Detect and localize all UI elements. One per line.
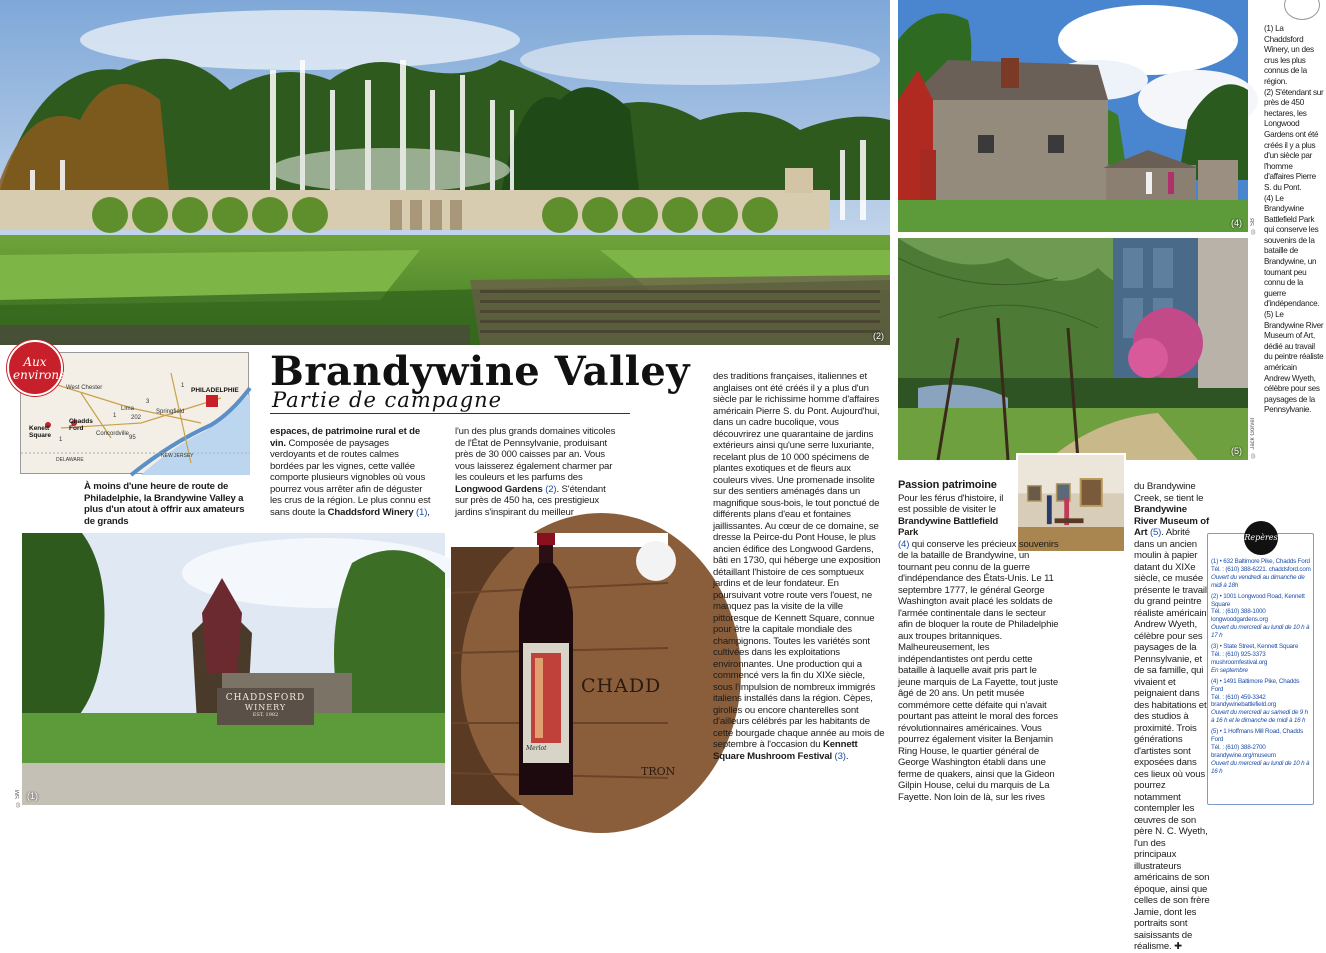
text-column-4 bbox=[713, 371, 885, 762]
item-phone: Tél. : (610) 925-3373 bbox=[1211, 650, 1266, 658]
reperes-item bbox=[1211, 558, 1312, 590]
col4-text: des traditions françaises, italiennes et anglaises ont été créés il y a plus d'un siècle par le richissime homme d'affaires américain Pierre S. du Pont. Aujourd'hui, dans un cadre bucolique, vous découvrirez une quarantaine de jardins extérieurs ainsi qu'une serre luxuriante, recelant plus de 10 000 spécimens de plantes exotiques et de fleurs aux couleurs vives. Une promenade insolite sur des sentiers aménagés dans un magnifique sous-bois, le tout ponctué de différents plans d'eau et fontaines jaillissantes. Au cœur de ce domaine, se dresse la Peirce-du Pont House, le plus ancien édifice des Longwood Gardens, bâti en 1730, qui héberge une exposition détaillant l'histoire de ces somptueux jardins et de leur fondateur. En poursuivant votre route vers l'ouest, ne manquez pas la visite de la ville pittoresque de Kennett Square, connue pour être la capitale mondiale des champignons. Toutes les variétés sont cultivées dans les exploitations environnantes. Une production qui a commencé vers la fin du XIXe siècle, sous l'impulsion de nombreux immigrés italiens installés dans la région. Cèpes, girolles ou encore chanterelles sont d'ailleurs célébrés par les habitants de cette bourgade chaque année au mois de septembre à l'occasion du bbox=[713, 371, 885, 750]
item-address: 1491 Baltimore Pike, Chadds Ford bbox=[1211, 677, 1300, 693]
item-hours: Ouvert du mercredi au samedi de 9 h à 16 h et le dimanche de midi à 16 h bbox=[1211, 709, 1308, 725]
item-phone: Tél. : (610) 459-3342 bbox=[1211, 693, 1266, 701]
caption-1: (1) La Chaddsford Winery, un des crus les plus connus de la région. bbox=[1264, 24, 1314, 86]
badge-text: Aux environs bbox=[13, 355, 66, 382]
punct: . bbox=[845, 750, 849, 762]
winery-sign-name: CHADDSFORD bbox=[225, 693, 306, 703]
photo-river-museum bbox=[898, 238, 1248, 460]
item-number: (1) • bbox=[1211, 558, 1222, 565]
winery-sign-est: EST. 1982 bbox=[252, 712, 279, 718]
item-website[interactable]: longwoodgardens.org bbox=[1211, 616, 1268, 624]
intro-lead bbox=[84, 481, 254, 527]
reperes-badge bbox=[1244, 521, 1278, 555]
item-hours: En septembre bbox=[1211, 666, 1248, 674]
item-number: (2) • bbox=[1211, 592, 1222, 600]
barrel-stamp: CHADD bbox=[581, 675, 662, 697]
item-address: 632 Baltimore Pike, Chadds Ford bbox=[1223, 558, 1310, 565]
bottle-label: Merlot bbox=[526, 745, 547, 752]
barrel-stamp-partial: TRON bbox=[641, 765, 676, 778]
reperes-item bbox=[1211, 643, 1312, 675]
end-mark: ✚ bbox=[1174, 941, 1182, 952]
punct: , bbox=[427, 506, 430, 518]
item-number: (5) • bbox=[1211, 728, 1222, 736]
road-number: 1 bbox=[181, 383, 185, 389]
map-label: NEW JERSEY bbox=[161, 453, 194, 459]
item-website[interactable]: mushroomfestival.org bbox=[1211, 658, 1268, 666]
text-column-3 bbox=[455, 426, 619, 518]
winery-sign-sub: WINERY bbox=[244, 703, 287, 712]
title-rule bbox=[270, 413, 630, 414]
item-website[interactable]: brandywinebattlefield.org bbox=[1211, 701, 1277, 709]
ref-number: (2) bbox=[545, 483, 557, 495]
photo-credit: © SM bbox=[15, 790, 21, 807]
reperes-list bbox=[1211, 558, 1312, 779]
reperes-item bbox=[1211, 728, 1312, 775]
reperes-title: Repères bbox=[1244, 533, 1278, 542]
road-number: 1 bbox=[59, 437, 63, 443]
photo-number: (2) bbox=[873, 331, 884, 341]
item-phone: Tél. : (610) 388-6221. chaddsford.com bbox=[1211, 565, 1311, 573]
road-number: 95 bbox=[129, 435, 136, 441]
photo-number: (1) bbox=[27, 791, 38, 801]
ref-number: (3) bbox=[834, 750, 846, 762]
text-column-2 bbox=[270, 426, 434, 518]
reperes-item bbox=[1211, 593, 1312, 640]
caption-2: (2) S'étendant sur près de 450 hectares, les Longwood Gardens ont été créés il y a plus d'un siècle par l'homme d'affaires Pierre S. du Pont. bbox=[1264, 87, 1324, 192]
item-phone: Tél. : (610) 388-2700 bbox=[1211, 743, 1266, 751]
map-label: Concordville bbox=[96, 431, 130, 437]
item-hours: Ouvert du mercredi au lundi de 10 h à 16 h bbox=[1211, 759, 1310, 775]
item-address: State Street, Kennett Square bbox=[1223, 643, 1299, 651]
item-number: (3) • bbox=[1211, 643, 1222, 651]
photo-battlefield-house bbox=[898, 0, 1248, 232]
item-hours: Ouvert du vendredi au dimanche de midi à 18h bbox=[1211, 573, 1305, 589]
intro-lead-text: À moins d'une heure de route de Philadelphie, la Brandywine Valley a plus d'un atout à offrir aux amateurs de grands bbox=[84, 481, 245, 527]
col6-text-b: . Abrité dans un ancien moulin à papier datant du XIXe siècle, ce musée présente le travail du grand peintre réaliste américain Andrew Wyeth, célèbre pour ses paysages de la Pennsylvanie, et de sa famille, qui vivaient et peignaient dans des habitations et des studios à proximité. Trois générations d'artistes sont exposées dans ces lieux où vous pourrez notamment contempler les œuvres de son père N. C. Wyeth, l'un des principaux illustrateurs américains de son époque, ainsi que celles de son frère Jamie, dont les portraits sont saisissants de réalisme. bbox=[1134, 527, 1210, 952]
col5-text-b: qui conserve les précieux souvenirs de la bataille de Brandywine, un tournant peu connu de la guerre d'indépendance des États-Unis. Le 11 septembre 1777, le général George Washington avait placé les soldats de l'armée continentale dans le secteur afin de bloquer la route de Philadelphie aux troupes britanniques. Malheureusement, les indépendantistes ont perdu cette bataille à laquelle avait pris part le jeune marquis de La Fayette, tout juste âgé de 20 ans. Un petit musée commémore cette défaite qui n'avait pourtant pas atteint le moral des forces révolutionnaires américaines. Vous pourrez également visiter la Benjamin Ring House, le quartier général de George Washington établi dans une ferme de quakers, ainsi que la Gideon Gilpin House, celui du marquis de La Fayette. Non loin de là, sur les rives bbox=[898, 538, 1059, 803]
map-label: Chadds Ford bbox=[69, 418, 93, 432]
photo-wine-barrel bbox=[451, 533, 676, 805]
map-label: Lima bbox=[121, 406, 135, 412]
photo-credit: © Jack Gorvel bbox=[1250, 418, 1256, 458]
battlefield-park-ref: Brandywine Battlefield Park bbox=[898, 515, 999, 538]
winery-sign bbox=[219, 690, 312, 723]
col3-text-b: . S'étendant sur près de 450 ha, ces prestigieux jardins s'inspirant du meilleur bbox=[455, 483, 606, 518]
item-address: 1001 Longwood Road, Kennett Square bbox=[1211, 592, 1305, 608]
ref-number: (1) bbox=[416, 506, 428, 518]
map-label: West Chester bbox=[66, 385, 103, 391]
photo-number: (5) bbox=[1231, 446, 1242, 456]
photo-captions bbox=[1264, 24, 1324, 416]
col5-body-2 bbox=[898, 539, 1062, 804]
col3-text: l'un des plus grands domaines viticoles de l'État de Pennsylvanie, produisant près de 30 000 caisses par an. Vous vous laisserez également charmer par les couleurs et les parfums des bbox=[455, 426, 616, 483]
ref-number: (4) bbox=[898, 538, 910, 550]
aux-environs-badge bbox=[7, 340, 66, 396]
map-label: Kenett Square bbox=[29, 425, 52, 439]
map-label: PHILADELPHIE bbox=[191, 387, 239, 394]
col2-text: Composée de paysages verdoyants et de routes calmes bordées par les vignes, cette vallée comporte plusieurs vignobles où vous pourrez vous arrêter afin de déguster les crus de la région. Le plus connu est sans doute la bbox=[270, 437, 431, 518]
item-phone: Tél. : (610) 388-1000 bbox=[1211, 608, 1266, 616]
photo-credit: © SB bbox=[1250, 218, 1256, 234]
road-number: 1 bbox=[113, 413, 117, 419]
corner-badge bbox=[1284, 0, 1320, 20]
caption-5: (5) Le Brandywine River Museum of Art, dédié au travail du peintre réaliste américain Andrew Wyeth, célèbre pour ses paysages de la Pennsylvanie. bbox=[1264, 310, 1324, 415]
road-number: 3 bbox=[146, 399, 150, 405]
map-label: DELAWARE bbox=[56, 457, 84, 463]
item-address: 1 Hoffmans Mill Road, Chadds Ford bbox=[1211, 728, 1303, 744]
item-number: (4) • bbox=[1211, 677, 1222, 685]
ref-number: (5) bbox=[1149, 527, 1162, 538]
text-column-5 bbox=[898, 480, 1062, 803]
col6-text: du Brandywine Creek, se tient le bbox=[1134, 481, 1204, 504]
col5-body bbox=[898, 493, 1062, 539]
road-number: 202 bbox=[131, 415, 142, 421]
mushroom-festival-ref: Kennett Square Mushroom Festival bbox=[713, 739, 858, 762]
page-subtitle: Partie de campagne bbox=[272, 388, 503, 412]
longwood-gardens-ref: Longwood Gardens bbox=[455, 483, 543, 495]
photo-longwood-gardens bbox=[0, 0, 890, 345]
item-hours: Ouvert du mercredi au lundi de 10 h à 17 h bbox=[1211, 624, 1310, 640]
photo-number: (4) bbox=[1231, 218, 1242, 228]
chaddsford-winery-ref: Chaddsford Winery bbox=[327, 506, 414, 518]
item-website[interactable]: brandywine.org/museum bbox=[1211, 751, 1276, 759]
section-heading: Passion patrimoine bbox=[898, 479, 997, 491]
river-museum-ref: Brandywine River Museum of Art bbox=[1134, 504, 1210, 538]
col5-text: Pour les férus d'histoire, il est possible de visiter le bbox=[898, 492, 1004, 515]
text-column-6 bbox=[1134, 481, 1210, 953]
photo-chaddsford-winery bbox=[22, 533, 445, 805]
lead-end: espaces, de patrimoine rural et de vin. bbox=[270, 426, 421, 449]
caption-4: (4) Le Brandywine Battlefield Park qui conserve les souvenirs de la bataille de Brandywine, un tournant peu connu de la guerre d'indépendance. bbox=[1264, 193, 1320, 309]
page-title: Brandywine Valley bbox=[270, 348, 691, 395]
reperes-item bbox=[1211, 678, 1312, 725]
map-label: Springfield bbox=[156, 409, 185, 415]
